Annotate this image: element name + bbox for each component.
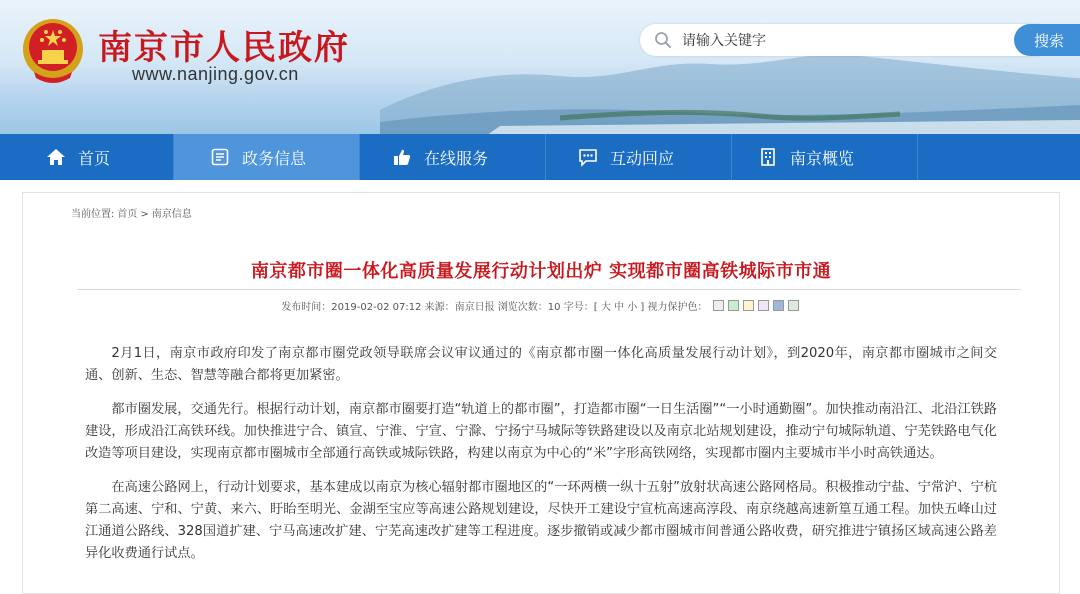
font-size-small[interactable]: 小	[627, 302, 638, 313]
article-paragraph: 2月1日，南京市政府印发了南京都市圈党政领导联席会议审议通过的《南京都市圈一体化高质量发展行动计划》，到2020年，南京都市圈城市之间交通、创新、生态、智慧等融合都将更加紧密。	[85, 346, 997, 383]
search-icon	[654, 31, 672, 49]
nav-item-label: 政务信息	[242, 148, 307, 168]
color-swatch[interactable]	[773, 300, 784, 311]
nav-item-label: 南京概览	[790, 148, 855, 168]
national-emblem-icon	[20, 16, 86, 86]
breadcrumb	[71, 205, 195, 220]
article-source: 来源：南京日报	[424, 302, 495, 313]
nav-item-home[interactable]	[0, 134, 174, 180]
nav-item-interaction[interactable]	[546, 134, 732, 180]
thumbs-up-icon	[392, 147, 412, 167]
site-title: 南京市人民政府	[98, 28, 350, 68]
breadcrumb-separator: >	[140, 209, 149, 220]
font-size-large[interactable]: 大	[600, 302, 611, 313]
search-input[interactable]	[680, 24, 1014, 58]
article-meta	[23, 298, 1059, 313]
color-swatch[interactable]	[713, 300, 724, 311]
article-title: 南京都市圈一体化高质量发展行动计划出炉 实现都市圈高铁城际市市通	[250, 261, 832, 282]
vision-protect-label: ] 视力保护色：	[640, 302, 708, 313]
nav-item-label: 互动回应	[610, 148, 675, 168]
document-icon	[210, 147, 230, 167]
site-url[interactable]: www.nanjing.gov.cn	[132, 64, 299, 84]
main-nav	[0, 134, 1080, 180]
color-swatch[interactable]	[758, 300, 769, 311]
header-banner	[0, 0, 1080, 134]
article-body	[85, 343, 997, 577]
publish-time: 发布时间：2019-02-02 07:12	[281, 302, 422, 313]
search-box	[640, 24, 1040, 56]
title-divider	[77, 289, 1021, 290]
search-button[interactable]: 搜索	[1014, 24, 1080, 56]
breadcrumb-home-link[interactable]: 首页	[117, 209, 138, 220]
nav-item-nanjing-overview[interactable]	[732, 134, 918, 180]
color-swatch[interactable]	[728, 300, 739, 311]
article-paragraph: 在高速公路网上，行动计划要求，基本建成以南京为核心辐射都市圈地区的“一环两横一纵十五射”放射状高速公路网格局。积极推动宁盐、宁常沪、宁杭第二高速、宁和、宁黄、来六、盱眙至明光、金湖至宝应等高速公路规划建设，尽快开工建设宁宣杭高速高淳段、南京绕越高速新篁互通工程。加快五峰山过江通道公路线、328国道扩建、宁马高速改扩建、宁芜高速改扩建等工程进度。逐步撤销或减少都市圈城市间普通公路收费，研究推进宁镇扬区域高速公路差异化收费通行试点。	[85, 480, 997, 561]
nav-item-label: 首页	[78, 148, 111, 168]
nav-item-label: 在线服务	[424, 148, 489, 168]
home-icon	[46, 147, 66, 167]
font-size-medium[interactable]: 中	[614, 302, 625, 313]
nav-item-online-service[interactable]	[360, 134, 546, 180]
font-size-label: 字号：[	[563, 302, 598, 313]
breadcrumb-prefix: 当前位置:	[71, 209, 115, 220]
color-swatch[interactable]	[743, 300, 754, 311]
chat-icon	[578, 147, 598, 167]
article-paragraph: 都市圈发展，交通先行。根据行动计划，南京都市圈要打造“轨道上的都市圈”，打造都市圈“一日生活圈”“一小时通勤圈”。加快推动南沿江、北沿江铁路建设，形成沿江高铁环线。加快推进宁合、镇宣、宁淮、宁宣、宁滁、宁扬宁马城际等铁路建设以及南京北站规划建设，推动宁句城际轨道、宁芜铁路电气化改造等项目建设，实现南京都市圈城市全部通行高铁或城际铁路，构建以南京为中心的“米”字形高铁网络，实现都市圈内主要城市半小时高铁通达。	[85, 402, 997, 461]
nav-item-government-info[interactable]	[174, 134, 360, 180]
breadcrumb-current-link[interactable]: 南京信息	[151, 209, 192, 220]
article-panel	[22, 192, 1060, 594]
view-count: 浏览次数：10	[497, 302, 561, 313]
color-swatch[interactable]	[788, 300, 799, 311]
building-icon	[758, 147, 778, 167]
